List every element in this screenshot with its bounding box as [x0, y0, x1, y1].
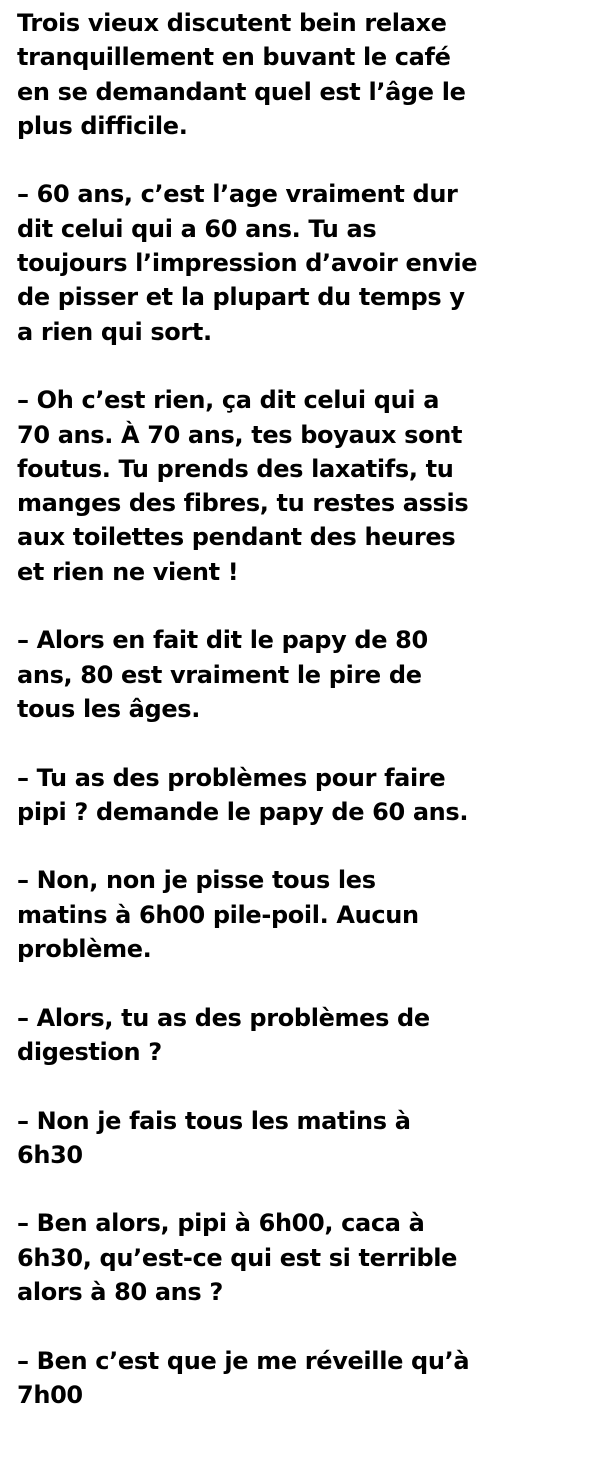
text-line: plus difficile.: [17, 111, 188, 140]
paragraph-70-ans: [17, 383, 592, 589]
text-line: alors à 80 ans ?: [17, 1277, 223, 1306]
text-line: pipi ? demande le papy de 60 ans.: [17, 797, 469, 826]
text-line: tranquillement en buvant le café: [17, 43, 451, 72]
text-line: 70 ans. À 70 ans, tes boyaux sont: [17, 420, 463, 449]
text-line: Trois vieux discutent bein relaxe: [17, 9, 447, 37]
text-line: – Oh c’est rien, ça dit celui qui a: [17, 386, 440, 415]
text-line: – 60 ans, c’est l’age vraiment dur: [17, 180, 458, 209]
text-line: foutus. Tu prends des laxatifs, tu: [17, 454, 454, 483]
text-line: dit celui qui a 60 ans. Tu as: [17, 214, 377, 243]
text-line: – Non, non je pisse tous les: [17, 866, 376, 895]
text-line: ans, 80 est vraiment le pire de: [17, 660, 422, 689]
paragraph-question-digestion: [17, 1001, 592, 1070]
paragraph-punchline: [17, 1344, 592, 1413]
paragraph-intro: [17, 6, 592, 143]
text-line: – Tu as des problèmes pour faire: [17, 763, 446, 792]
paragraph-answer-digestion: [17, 1104, 592, 1173]
text-line: – Alors, tu as des problèmes de: [17, 1003, 430, 1032]
text-line: – Ben c’est que je me réveille qu’à: [17, 1346, 470, 1375]
text-line: – Alors en fait dit le papy de 80: [17, 626, 428, 655]
text-line: et rien ne vient !: [17, 557, 239, 586]
paragraph-60-ans: [17, 177, 592, 348]
text-line: tous les âges.: [17, 694, 200, 723]
text-line: digestion ?: [17, 1037, 162, 1066]
text-line: de pisser et la plupart du temps y: [17, 283, 465, 312]
text-line: – Non je fais tous les matins à: [17, 1106, 411, 1135]
paragraph-question-pipi: [17, 761, 592, 830]
text-line: matins à 6h00 pile-poil. Aucun: [17, 900, 419, 929]
text-line: toujours l’impression d’avoir envie: [17, 249, 478, 278]
text-line: a rien qui sort.: [17, 317, 212, 346]
text-line: manges des fibres, tu restes assis: [17, 489, 469, 518]
joke-text: [17, 6, 592, 1412]
text-line: 6h30, qu’est-ce qui est si terrible: [17, 1243, 458, 1272]
text-line: 6h30: [17, 1140, 83, 1169]
paragraph-answer-pipi: [17, 863, 592, 966]
paragraph-80-ans: [17, 623, 592, 726]
text-line: aux toilettes pendant des heures: [17, 523, 456, 552]
paragraph-question-terrible: [17, 1206, 592, 1309]
text-line: 7h00: [17, 1380, 83, 1409]
text-line: problème.: [17, 935, 152, 964]
text-line: – Ben alors, pipi à 6h00, caca à: [17, 1209, 425, 1238]
text-line: en se demandant quel est l’âge le: [17, 77, 466, 106]
